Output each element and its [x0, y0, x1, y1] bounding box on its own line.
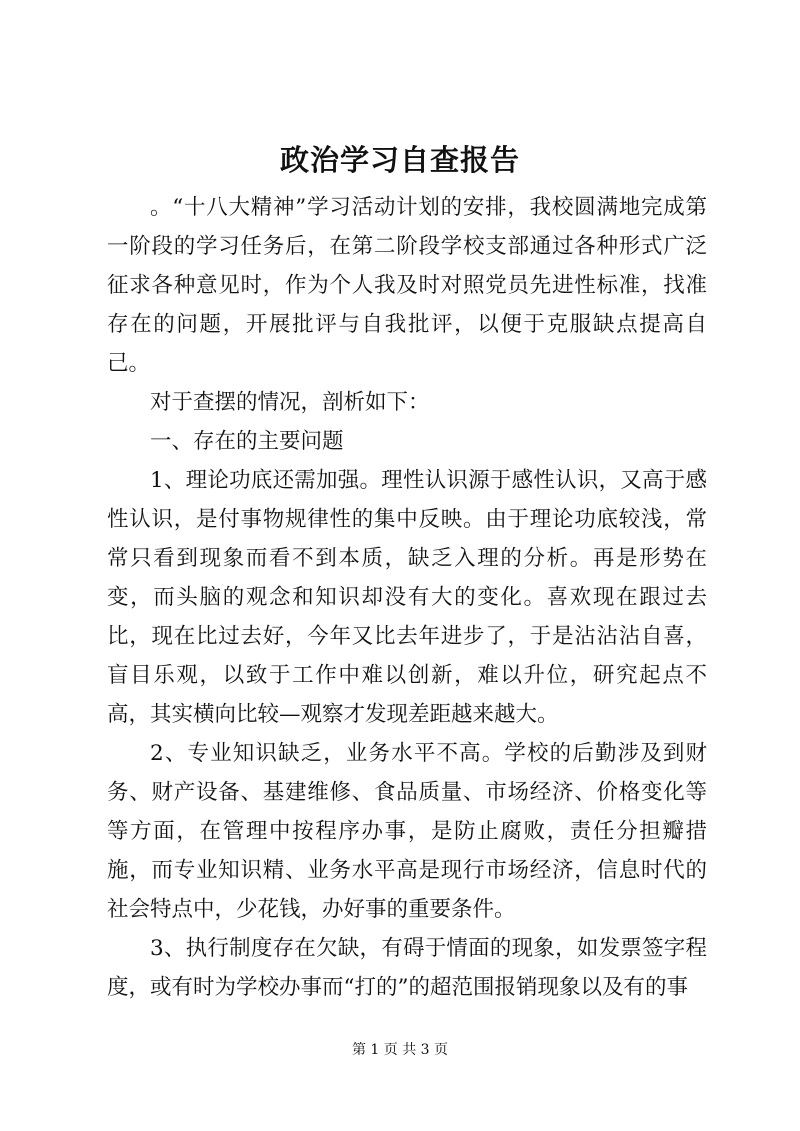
paragraph-issue-3: 3、执行制度存在欠缺，有碍于情面的现象，如发票签字程度，或有时为学校办事而“打的”的超范围报销现象以及有的事 — [107, 936, 707, 1000]
document-title: 政治学习自查报告 — [279, 143, 520, 177]
paragraph-issue-2: 2、专业知识缺乏，业务水平不高。学校的后勤涉及到财务、财产设备、基建维修、食品质量、市场经济、价格变化等等方面，在管理中按程序办事，是防止腐败，责任分担瓣措施，而专业知识精、业务水平高是现行市场经济，信息时代的社会特点中，少花钱，办好事的重要条件。 — [107, 741, 707, 922]
paragraph-analysis-lead: 对于查摆的情况，剖析如下： — [150, 390, 430, 415]
paragraph-issue-1: 1、理论功底还需加强。理性认识源于感性认识，又高于感性认识，是付事物规律性的集中反映。由于理论功底较浅，常常只看到现象而看不到本质，缺乏入理的分析。再是形势在变，而头脑的观念和知识却没有大的变化。喜欢现在跟过去比，现在比过去好，今年又比去年进步了，于是沾沾沾自喜，盲目乐观，以致于工作中难以创新，难以升位，研究起点不高，其实横向比较—观察才发现差距越来越大。 — [107, 468, 707, 727]
section-heading-problems: 一、存在的主要问题 — [150, 429, 344, 454]
page-footer: 第 1 页 共 3 页 — [351, 1042, 449, 1058]
paragraph-intro: 。“十八大精神”学习活动计划的安排，我校圆满地完成第一阶段的学习任务后，在第二阶段学校支部通过各种形式广泛征求各种意见时，作为个人我及时对照党员先进性标准，找准存在的问题，开展批评与自我批评，以便于克服缺点提高自己。 — [107, 195, 707, 376]
document-body — [107, 188, 707, 1007]
